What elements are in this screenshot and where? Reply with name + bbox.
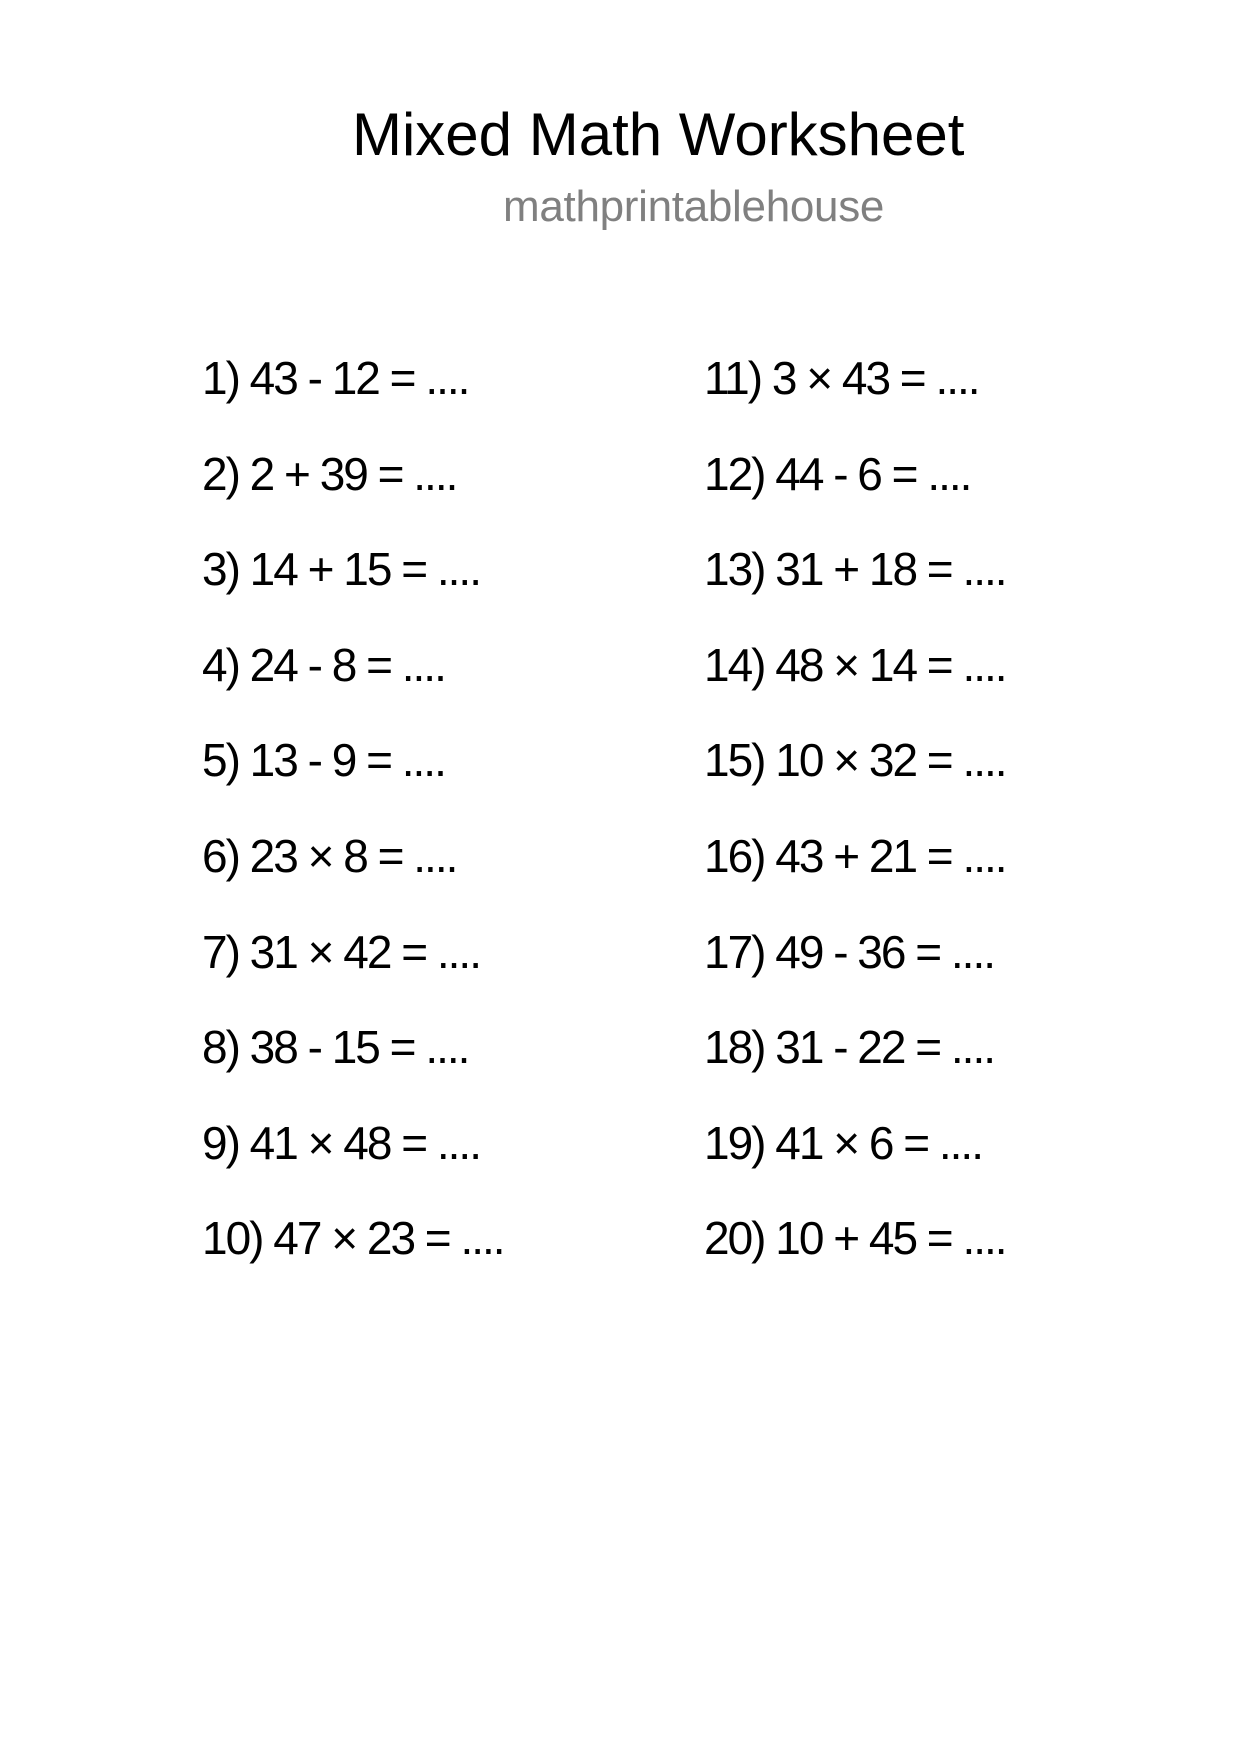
problem-item: 8) 38 - 15 = .... bbox=[202, 1021, 469, 1074]
problem-item: 12) 44 - 6 = .... bbox=[704, 447, 971, 500]
worksheet-source: mathprintablehouse bbox=[503, 182, 885, 231]
problem-item: 6) 23 × 8 = .... bbox=[202, 830, 457, 882]
problem-item: 4) 24 - 8 = .... bbox=[202, 638, 445, 691]
problem-item: 11) 3 × 43 = .... bbox=[704, 352, 979, 404]
worksheet-title: Mixed Math Worksheet bbox=[352, 101, 965, 168]
problem-item: 10) 47 × 23 = .... bbox=[202, 1212, 504, 1265]
problem-item: 5) 13 - 9 = .... bbox=[202, 734, 445, 787]
problem-item: 15) 10 × 32 = .... bbox=[704, 734, 1006, 787]
problem-item: 7) 31 × 42 = .... bbox=[202, 925, 480, 978]
problem-item: 20) 10 + 45 = .... bbox=[704, 1212, 1006, 1265]
problem-item: 1) 43 - 12 = .... bbox=[202, 352, 469, 404]
problem-item: 3) 14 + 15 = .... bbox=[202, 543, 480, 596]
problem-item: 18) 31 - 22 = .... bbox=[704, 1021, 995, 1074]
problem-item: 13) 31 + 18 = .... bbox=[704, 543, 1006, 596]
problem-item: 19) 41 × 6 = .... bbox=[704, 1116, 982, 1169]
problem-item: 17) 49 - 36 = .... bbox=[704, 925, 995, 978]
problem-item: 16) 43 + 21 = .... bbox=[704, 830, 1006, 882]
problem-item: 14) 48 × 14 = .... bbox=[704, 638, 1006, 691]
problem-item: 2) 2 + 39 = .... bbox=[202, 447, 457, 500]
problem-item: 9) 41 × 48 = .... bbox=[202, 1116, 480, 1169]
